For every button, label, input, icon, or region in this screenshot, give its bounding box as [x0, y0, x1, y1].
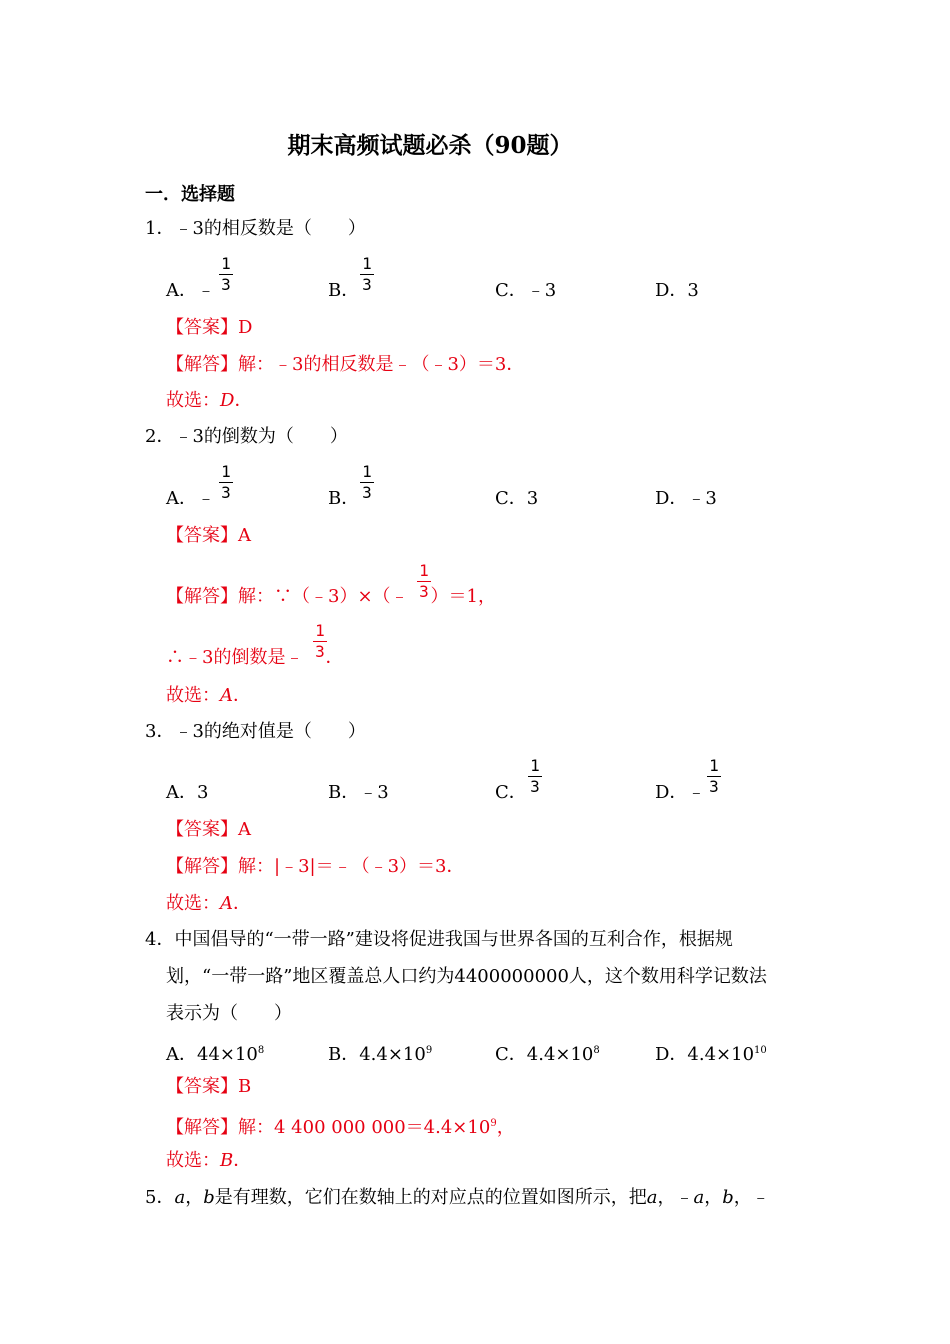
q1-option-b-fraction: 1 3 [357, 256, 377, 293]
q3-stem: 3．﹣3的绝对值是（ ） [145, 721, 366, 742]
q3-answer: 【答案】A [166, 819, 251, 840]
q1-option-a: A．﹣ [166, 280, 215, 301]
q2-option-b: B． [328, 488, 360, 509]
q2-solution-line2: ∴﹣3的倒数是﹣ ． [166, 647, 344, 668]
q3-option-d: D．﹣ [655, 782, 706, 803]
q2-option-a-fraction: 1 3 [216, 464, 236, 501]
q4-stem-line3: 表示为（ ） [166, 1003, 292, 1024]
q1-solution: 【解答】解：﹣3的相反数是﹣（﹣3）＝3． [166, 354, 525, 375]
q1-option-a-fraction: 1 3 [216, 256, 236, 293]
q1-choice: 故选：D． [166, 390, 253, 411]
page-title: 期末高频试题必杀（90题） [287, 132, 573, 159]
q3-choice: 故选：A． [166, 893, 251, 914]
q2-solution-fraction1: 1 3 [414, 563, 434, 600]
q1-stem: 1．﹣3的相反数是（ ） [145, 218, 366, 239]
q4-stem-line2: 划，“一带一路”地区覆盖总人口约为4400000000人，这个数用科学记数法 [166, 966, 767, 987]
q4-choice: 故选：B． [166, 1150, 252, 1171]
q1-option-d: D．3 [655, 280, 699, 301]
q1-option-c: C．﹣3 [495, 280, 557, 301]
q4-option-a: A．$44\times 10^8$ [166, 1044, 265, 1065]
q4-answer: 【答案】B [166, 1076, 252, 1097]
q3-solution: 【解答】解：|﹣3|＝﹣（﹣3）＝3． [166, 856, 465, 877]
q2-answer: 【答案】A [166, 525, 251, 546]
section-heading: 一．选择题 [145, 184, 235, 205]
q3-option-b: B．﹣3 [328, 782, 389, 803]
q4-option-c: C．$4.4\times 10^8$ [495, 1044, 600, 1065]
q5-stem: 5．a，b是有理数，它们在数轴上的对应点的位置如图所示，把a，﹣a，b，﹣ [145, 1187, 770, 1208]
q2-option-b-fraction: 1 3 [357, 464, 377, 501]
q3-option-d-fraction: 1 3 [704, 758, 724, 795]
q1-option-b: B． [328, 280, 360, 301]
q4-stem-line1: 4．中国倡导的“一带一路”建设将促进我国与世界各国的互利合作，根据规 [145, 929, 733, 950]
q3-option-c-fraction: 1 3 [525, 758, 545, 795]
q3-option-a: A．3 [166, 782, 209, 803]
q2-option-a: A．﹣ [166, 488, 215, 509]
q1-answer: 【答案】D [166, 317, 253, 338]
q2-option-d: D．﹣3 [655, 488, 717, 509]
q2-option-c: C．3 [495, 488, 539, 509]
q4-solution: 【解答】解：4 400 000 $000=4.4\times 10^9$， [166, 1117, 515, 1138]
q2-stem: 2．﹣3的倒数为（ ） [145, 426, 348, 447]
q2-solution-line1: 【解答】解：∵（﹣3）×（﹣ ）＝1， [166, 586, 496, 607]
q4-option-b: B．$4.4\times 10^9$ [328, 1044, 433, 1065]
q3-option-c: C． [495, 782, 527, 803]
q2-solution-fraction2: 1 3 [310, 623, 330, 660]
q2-choice: 故选：A． [166, 685, 251, 706]
q4-option-d: D．$4.4\times 10^{10}$ [655, 1044, 767, 1065]
